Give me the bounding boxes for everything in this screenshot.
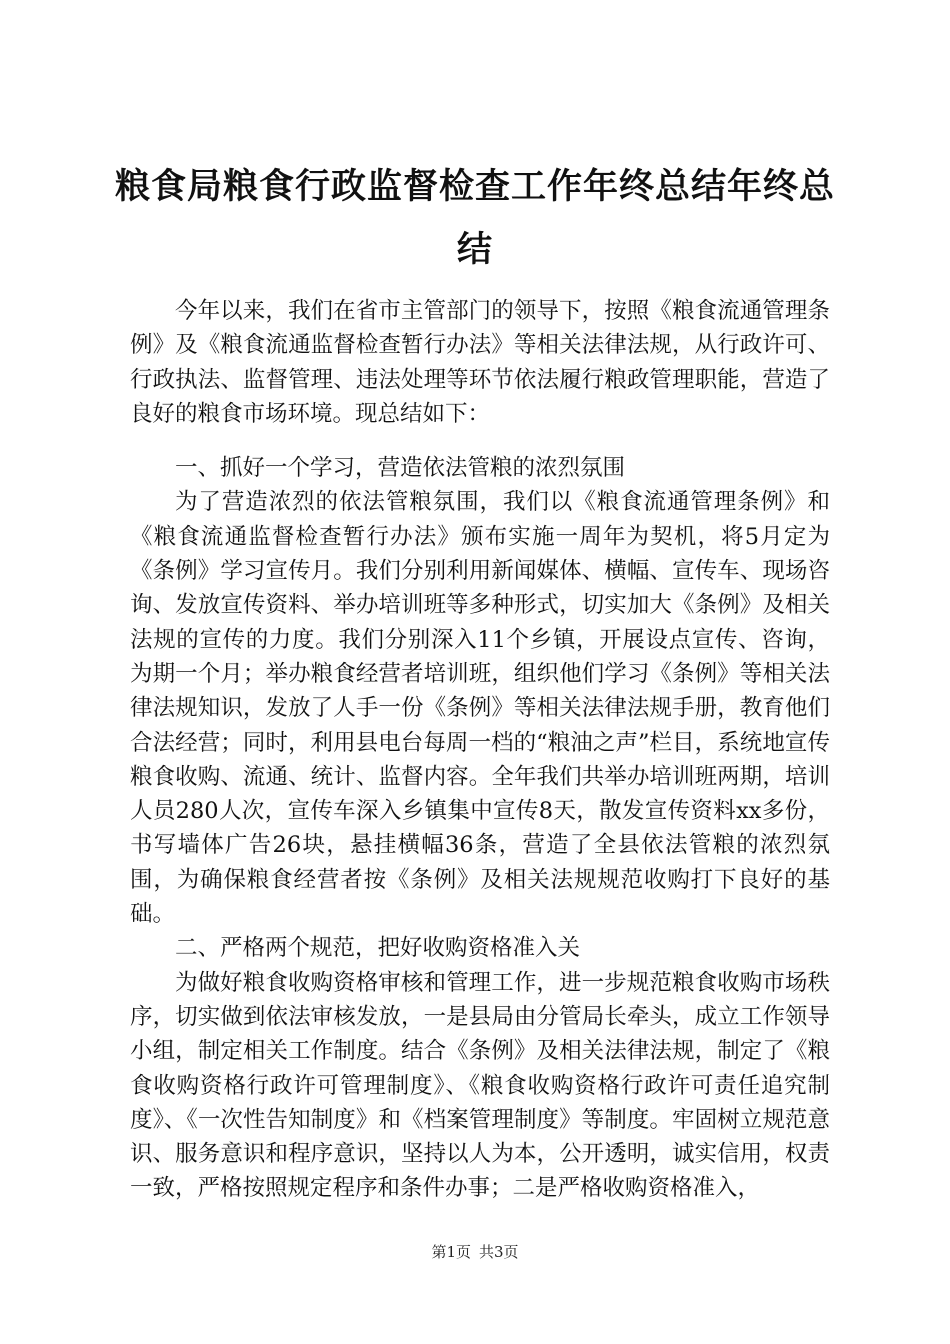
document-body: [130, 294, 830, 1206]
document-title: 粮食局粮食行政监督检查工作年终总结年终总结: [114, 167, 835, 270]
page-footer: [0, 1242, 950, 1262]
page-number-current: 第1页: [431, 1243, 471, 1261]
page-number-total: 共3页: [479, 1243, 519, 1261]
section-paragraph-1: 为了营造浓烈的依法管粮氛围，我们以《粮食流通管理条例》和《粮食流通监督检查暂行办法》颁布实施一周年为契机，将5月定为《条例》学习宣传月。我们分别利用新闻媒体、横幅、宣传车、现场咨询、发放宣传资料、举办培训班等多种形式，切实加大《条例》及相关法规的宣传的力度。我们分别深入11个乡镇，开展设点宣传、咨询，为期一个月；举办粮食经营者培训班，组织他们学习《条例》等相关法律法规知识，发放了人手一份《条例》等相关法律法规手册，教育他们合法经营；同时，利用县电台每周一档的“粮油之声”栏目，系统地宣传粮食收购、流通、统计、监督内容。全年我们共举办培训班两期，培训人员280人次，宣传车深入乡镇集中宣传8天，散发宣传资料xx多份，书写墙体广告26块，悬挂横幅36条，营造了全县依法管粮的浓烈氛围，为确保粮食经营者按《条例》及相关法规规范收购打下良好的基础。: [130, 489, 830, 928]
section-heading-2: 二、严格两个规范，把好收购资格准入关: [175, 935, 581, 962]
intro-paragraph: 今年以来，我们在省市主管部门的领导下，按照《粮食流通管理条例》及《粮食流通监督检查暂行办法》等相关法律法规，从行政许可、行政执法、监督管理、违法处理等环节依法履行粮政管理职能，营造了良好的粮食市场环境。现总结如下：: [130, 298, 830, 427]
section-heading-1: 一、抓好一个学习，营造依法管粮的浓烈氛围: [175, 455, 626, 482]
paragraph-gap: [130, 431, 830, 451]
section-paragraph-2: 为做好粮食收购资格审核和管理工作，进一步规范粮食收购市场秩序，切实做到依法审核发放，一是县局由分管局长牵头，成立工作领导小组，制定相关工作制度。结合《条例》及相关法律法规，制定了《粮食收购资格行政许可管理制度》、《粮食收购资格行政许可责任追究制度》、《一次性告知制度》和《档案管理制度》等制度。牢固树立规范意识、服务意识和程序意识，坚持以人为本，公开透明，诚实信用，权责一致，严格按照规定程序和条件办事；二是严格收购资格准入，: [130, 969, 830, 1202]
